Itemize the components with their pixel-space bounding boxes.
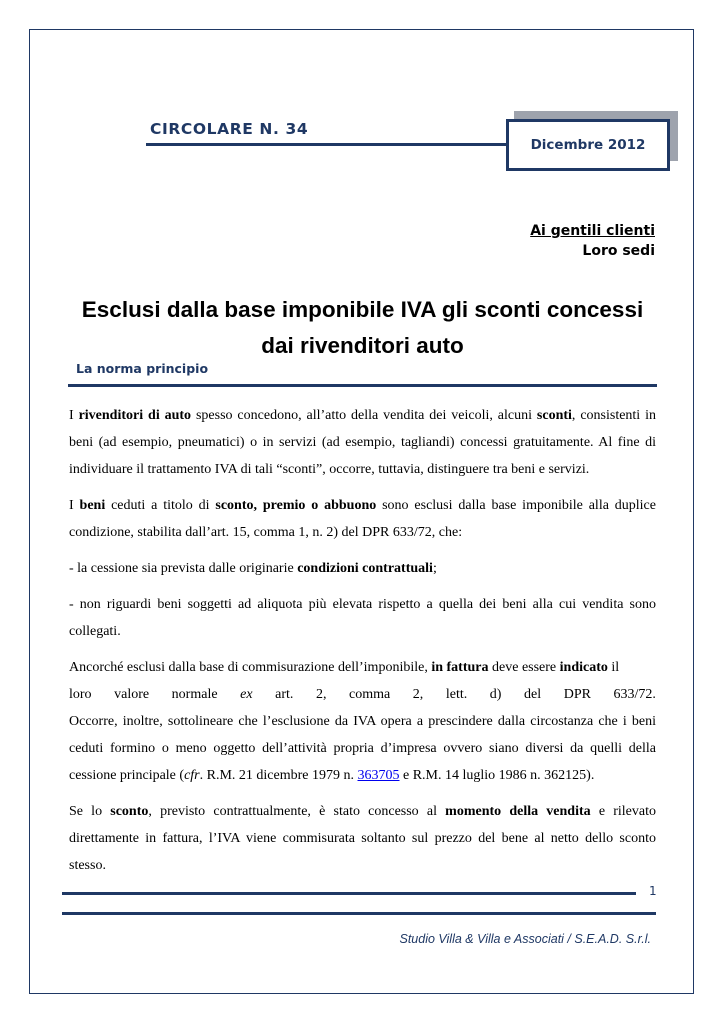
paragraph-3: [69, 555, 656, 582]
word: normale: [171, 687, 218, 702]
paragraph-5-line-2: [69, 681, 656, 708]
bold-text: sconti: [536, 408, 572, 423]
word: 2,: [412, 687, 424, 702]
text: ceduti a titolo di: [105, 498, 216, 513]
date-label: Dicembre 2012: [530, 137, 646, 153]
text: sono esclusi dalla base imponibile alla duplice condizione, stabilita dall’art. 15, comma 1, n. 2) del DPR 633/72, che:: [69, 498, 656, 540]
paragraph-5: [69, 654, 656, 789]
bold-text: beni: [79, 498, 106, 513]
paragraph-4: [69, 591, 656, 645]
footer-rule: [62, 892, 636, 895]
paragraph-2: [69, 492, 656, 546]
header-rule: [146, 143, 508, 146]
text: Se lo: [69, 804, 111, 819]
page-number: 1: [649, 884, 657, 898]
word: art.: [275, 687, 294, 702]
word: valore: [114, 687, 150, 702]
bold-text: indicato: [559, 660, 608, 675]
word: d): [489, 687, 502, 702]
footer-studio: Studio Villa & Villa e Associati / S.E.A.D. S.r.l.: [399, 932, 651, 946]
addressee-line-2: Loro sedi: [582, 243, 655, 259]
body-text: [69, 402, 656, 888]
text: e R.M. 14 luglio 1986 n. 362125).: [399, 768, 595, 783]
text: - non riguardi beni soggetti ad aliquota più elevata rispetto a quella dei beni alla cui vendita sono collegati.: [69, 597, 656, 639]
text: Occorre, inoltre, sottolineare che l’esclusione da IVA opera a prescindere dalla circostanza che i beni ceduti formino o meno oggetto dell’attività propria d’impresa ovvero siano diversi da quelli della cessione principale (: [69, 714, 656, 783]
bold-text: rivenditori di auto: [78, 408, 192, 423]
word: comma: [349, 687, 391, 702]
word: del: [524, 687, 542, 702]
text: spesso concedono, all’atto della vendita dei veicoli, alcuni: [191, 408, 537, 423]
text: il: [607, 660, 620, 675]
footer-rule-2: [62, 912, 656, 915]
text: - la cessione sia prevista dalle originarie: [69, 561, 298, 576]
word: 633/72.: [613, 687, 656, 702]
paragraph-1: [69, 402, 656, 483]
title-line-2: dai rivenditori auto: [261, 333, 464, 358]
date-box: [506, 119, 670, 171]
title-line-1: Esclusi dalla base imponibile IVA gli sconti concessi: [81, 297, 644, 322]
word: DPR: [563, 687, 591, 702]
paragraph-6: [69, 798, 656, 879]
text: , consistenti in beni (ad esempio, pneumatici) o in servizi (ad esempio, tagliandi) concessi gratuitamente. Al fine di individuare il trattamento IVA di tali “sconti”, occorre, tuttavia, distinguere tra beni e servizi.: [69, 408, 656, 477]
text: ;: [432, 561, 437, 576]
text: , previsto contrattualmente, è stato concesso al: [148, 804, 446, 819]
text: I: [69, 498, 80, 513]
word: loro: [69, 687, 92, 702]
word: 2,: [315, 687, 327, 702]
section-heading: La norma principio: [76, 361, 209, 376]
bold-text: in fattura: [431, 660, 489, 675]
italic-text: cfr: [184, 768, 200, 783]
text: Ancorché esclusi dalla base di commisurazione dell’imponibile,: [69, 660, 432, 675]
text: deve essere: [488, 660, 560, 675]
bold-text: sconto: [110, 804, 149, 819]
reference-link[interactable]: 363705: [357, 768, 400, 783]
bold-text: condizioni contrattuali: [297, 561, 433, 576]
text: . R.M. 21 dicembre 1979 n.: [199, 768, 358, 783]
addressee-block: [530, 221, 655, 261]
text: I: [69, 408, 79, 423]
circolare-number: CIRCOLARE N. 34: [150, 120, 309, 138]
word: ex: [240, 687, 253, 702]
word: lett.: [445, 687, 468, 702]
text: e rilevato direttamente in fattura, l’IVA viene commisurata soltanto sul prezzo del bene al netto dello sconto stesso.: [69, 804, 656, 873]
document-title: [60, 292, 665, 364]
bold-text: sconto, premio o abbuono: [215, 498, 377, 513]
paragraph-5-line-1: [69, 654, 656, 681]
section-rule: [68, 384, 657, 387]
bold-text: momento della vendita: [445, 804, 591, 819]
addressee-line-1: Ai gentili clienti: [530, 223, 655, 239]
